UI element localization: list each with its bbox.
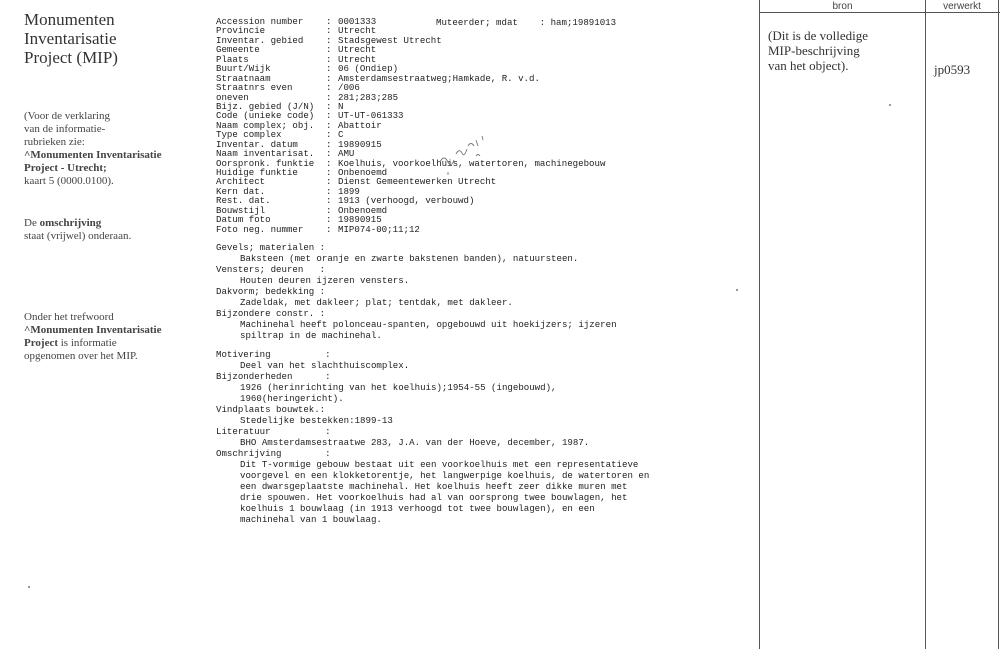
note-prefix: De	[24, 217, 40, 229]
field-colon: :	[326, 204, 332, 216]
field-value: 1913 (verhoogd, verbouwd)	[338, 195, 475, 207]
field-label: Inventar. gebied	[216, 34, 304, 46]
record-section	[216, 371, 736, 404]
section-text: BHO Amsterdamsestraatwe 283, J.A. van der Hoeve, december, 1987.	[240, 437, 590, 449]
header-rule	[759, 12, 1000, 13]
field-label: Provincie	[216, 25, 266, 37]
field-value: Onbenoemd	[338, 204, 388, 216]
note-bold-word: omschrijving	[39, 217, 102, 229]
field-colon: :	[326, 72, 332, 84]
field-colon: :	[326, 119, 332, 131]
note-bold-line: ^Monumenten Inventarisatie	[24, 149, 162, 161]
note-bold-line: Project - Utrecht;	[24, 162, 107, 174]
field-label: Code (unieke code)	[216, 110, 315, 122]
section-heading: Motivering :	[216, 349, 331, 361]
section-text: voorgevel en een klokketorentje, het langwerpige koelhuis, de watertoren en	[240, 470, 650, 482]
muteerder-field: Muteerder; mdat : ham;19891013	[436, 17, 617, 28]
field-label: Accession number	[216, 16, 304, 27]
note-bold-line: ^Monumenten Inventarisatie	[24, 324, 162, 336]
field-label: Straatnrs even	[216, 82, 293, 94]
field-label: Buurt/Wijk	[216, 63, 271, 75]
field-row	[216, 187, 736, 196]
section-text: Deel van het slachthuiscomplex.	[240, 360, 410, 372]
field-colon: :	[326, 214, 332, 226]
field-label: Plaats	[216, 53, 249, 65]
field-colon: :	[326, 16, 332, 27]
field-value: Abattoir	[338, 119, 382, 131]
record-fields	[216, 17, 736, 234]
field-value: /006	[338, 82, 360, 94]
section-text: Baksteen (met oranje en zwarte bakstenen banden), natuursteen.	[240, 253, 579, 265]
field-colon: :	[326, 157, 332, 169]
field-value: MIP074-00;11;12	[338, 223, 420, 235]
field-label: Foto neg. nummer	[216, 223, 304, 235]
field-colon: :	[326, 110, 332, 122]
record-sections	[216, 242, 736, 525]
field-row	[216, 17, 736, 26]
field-row	[216, 206, 736, 215]
field-row	[216, 121, 736, 130]
section-text: machinehal van 1 bouwlaag.	[240, 514, 382, 526]
field-label: Datum foto	[216, 214, 271, 226]
note-line: rubrieken zie:	[24, 136, 85, 148]
field-label: Kern dat.	[216, 185, 266, 197]
field-label: Naam inventarisat.	[216, 148, 315, 160]
field-label: Bijz. gebied (J/N)	[216, 100, 315, 112]
field-label: Bouwstijl	[216, 204, 266, 216]
field-label: Oorspronk. funktie	[216, 157, 315, 169]
field-row	[216, 55, 736, 64]
note-line: staat (vrijwel) onderaan.	[24, 230, 132, 242]
note-line: kaart 5 (0000.0100).	[24, 175, 114, 187]
section-heading: Dakvorm; bedekking :	[216, 286, 326, 298]
field-label: oneven	[216, 91, 249, 103]
field-value: 281;283;285	[338, 91, 399, 103]
handwritten-annotation	[436, 132, 506, 182]
note-line	[24, 217, 204, 230]
section-text: Zadeldak, met dakleer; plat; tentdak, met dakleer.	[240, 297, 513, 309]
record-section	[216, 426, 736, 448]
sidebar-title-line: Monumenten	[24, 10, 115, 29]
section-heading: Literatuur :	[216, 426, 331, 438]
sidebar-title-line: Project (MIP)	[24, 48, 118, 67]
section-text: 1960(heringericht).	[240, 393, 344, 405]
field-value: Onbenoemd	[338, 167, 388, 178]
verwerkt-header: verwerkt	[943, 1, 981, 12]
field-row	[216, 225, 736, 234]
section-text: koelhuis 1 bouwlaag (in 1913 verhoogd tot twee bouwlagen), en een	[240, 503, 595, 515]
field-value: Amsterdamsestraatweg;Hamkade, R. v.d.	[338, 72, 540, 84]
scan-speck	[28, 586, 30, 588]
field-colon: :	[326, 91, 332, 103]
field-label: Straatnaam	[216, 72, 271, 84]
section-text: Stedelijke bestekken:1899-13	[240, 415, 393, 427]
column-divider	[759, 0, 760, 649]
section-heading: Bijzondere constr. :	[216, 308, 326, 320]
record-card	[216, 17, 736, 525]
field-row	[216, 45, 736, 54]
field-colon: :	[326, 34, 332, 46]
field-label: Type complex	[216, 129, 282, 141]
field-row	[216, 196, 736, 205]
sidebar-note-trefwoord	[24, 311, 204, 363]
bron-header: bron	[832, 1, 853, 12]
sidebar-title-line: Inventarisatie	[24, 29, 117, 48]
section-text: Machinehal heeft polonceau-spanten, opgebouwd uit hoekijzers; ijzeren	[240, 319, 617, 331]
section-text: drie spouwen. Het voorkoelhuis had al van oorsprong twee bouwlagen, het	[240, 492, 628, 504]
field-label: Inventar. datum	[216, 138, 298, 150]
record-section	[216, 349, 736, 371]
record-section	[216, 242, 736, 264]
field-value: Utrecht	[338, 25, 377, 37]
scan-speck	[736, 289, 738, 291]
field-colon: :	[326, 100, 332, 112]
section-heading: Vindplaats bouwtek.:	[216, 404, 326, 416]
record-section	[216, 308, 736, 341]
section-text: spiltrap in de machinehal.	[240, 330, 382, 342]
field-colon: :	[326, 167, 332, 178]
record-section	[216, 448, 736, 525]
column-divider	[998, 0, 999, 649]
note-line: Onder het trefwoord	[24, 311, 114, 323]
field-value: UT-UT-061333	[338, 110, 404, 122]
field-colon: :	[326, 223, 332, 235]
field-value: AMU	[338, 148, 355, 160]
field-colon: :	[326, 25, 332, 37]
bron-line: MIP-beschrijving	[768, 43, 860, 58]
field-colon: :	[326, 63, 332, 75]
record-section	[216, 264, 736, 286]
section-heading: Gevels; materialen :	[216, 242, 326, 254]
section-text: Houten deuren ijzeren vensters.	[240, 275, 410, 287]
field-colon: :	[326, 53, 332, 65]
section-text: Dit T-vormige gebouw bestaat uit een voorkoelhuis met een representatieve	[240, 459, 639, 471]
field-colon: :	[326, 82, 332, 94]
note-line: (Voor de verklaring	[24, 110, 110, 122]
field-value: N	[338, 100, 344, 112]
bron-line: (Dit is de volledige	[768, 28, 869, 43]
note-line	[24, 337, 204, 350]
scan-speck	[889, 104, 891, 106]
field-label: Naam complex; obj.	[216, 119, 315, 131]
field-value: Koelhuis, voorkoelhuis, watertoren, machinegebouw	[338, 157, 606, 169]
field-label: Rest. dat.	[216, 195, 271, 207]
field-value: 06 (Ondiep)	[338, 63, 399, 75]
sidebar-note-omschrijving	[24, 217, 204, 243]
note-bold-word: Project	[24, 337, 58, 349]
field-label: Gemeente	[216, 44, 260, 56]
field-colon: :	[326, 176, 332, 188]
field-value: 0001333	[338, 16, 377, 27]
field-colon: :	[326, 44, 332, 56]
sidebar-note-explanation	[24, 110, 204, 188]
field-colon: :	[326, 138, 332, 150]
field-value: 19890915	[338, 214, 382, 226]
field-row	[216, 36, 736, 45]
field-value: Stadsgewest Utrecht	[338, 34, 442, 46]
note-line: van de informatie-	[24, 123, 106, 135]
section-heading: Bijzonderheden :	[216, 371, 331, 383]
sidebar-title	[24, 10, 204, 67]
bron-text	[768, 28, 918, 73]
note-line: opgenomen over het MIP.	[24, 350, 138, 362]
record-section	[216, 404, 736, 426]
field-value: Dienst Gemeentewerken Utrecht	[338, 176, 497, 188]
field-colon: :	[326, 129, 332, 141]
field-colon: :	[326, 185, 332, 197]
field-label: Architect	[216, 176, 266, 188]
field-value: Utrecht	[338, 44, 377, 56]
section-text: 1926 (herinrichting van het koelhuis);1954-55 (ingebouwd),	[240, 382, 557, 394]
field-row	[216, 74, 736, 83]
note-tail: is informatie	[58, 337, 117, 349]
column-divider	[925, 0, 926, 649]
field-colon: :	[326, 148, 332, 160]
field-value: Utrecht	[338, 53, 377, 65]
section-heading: Vensters; deuren :	[216, 264, 326, 276]
field-colon: :	[326, 195, 332, 207]
section-text: een dwarsgeplaatste machinehal. Het koelhuis heeft zeer dikke muren met	[240, 481, 628, 493]
field-value: C	[338, 129, 344, 141]
bron-line: van het object).	[768, 58, 849, 73]
section-heading: Omschrijving :	[216, 448, 331, 460]
record-section	[216, 286, 736, 308]
verwerkt-value: jp0593	[934, 62, 971, 77]
field-label: Huidige funktie	[216, 167, 298, 178]
field-value: 1899	[338, 185, 360, 197]
field-row	[216, 83, 736, 92]
field-value: 19890915	[338, 138, 382, 150]
